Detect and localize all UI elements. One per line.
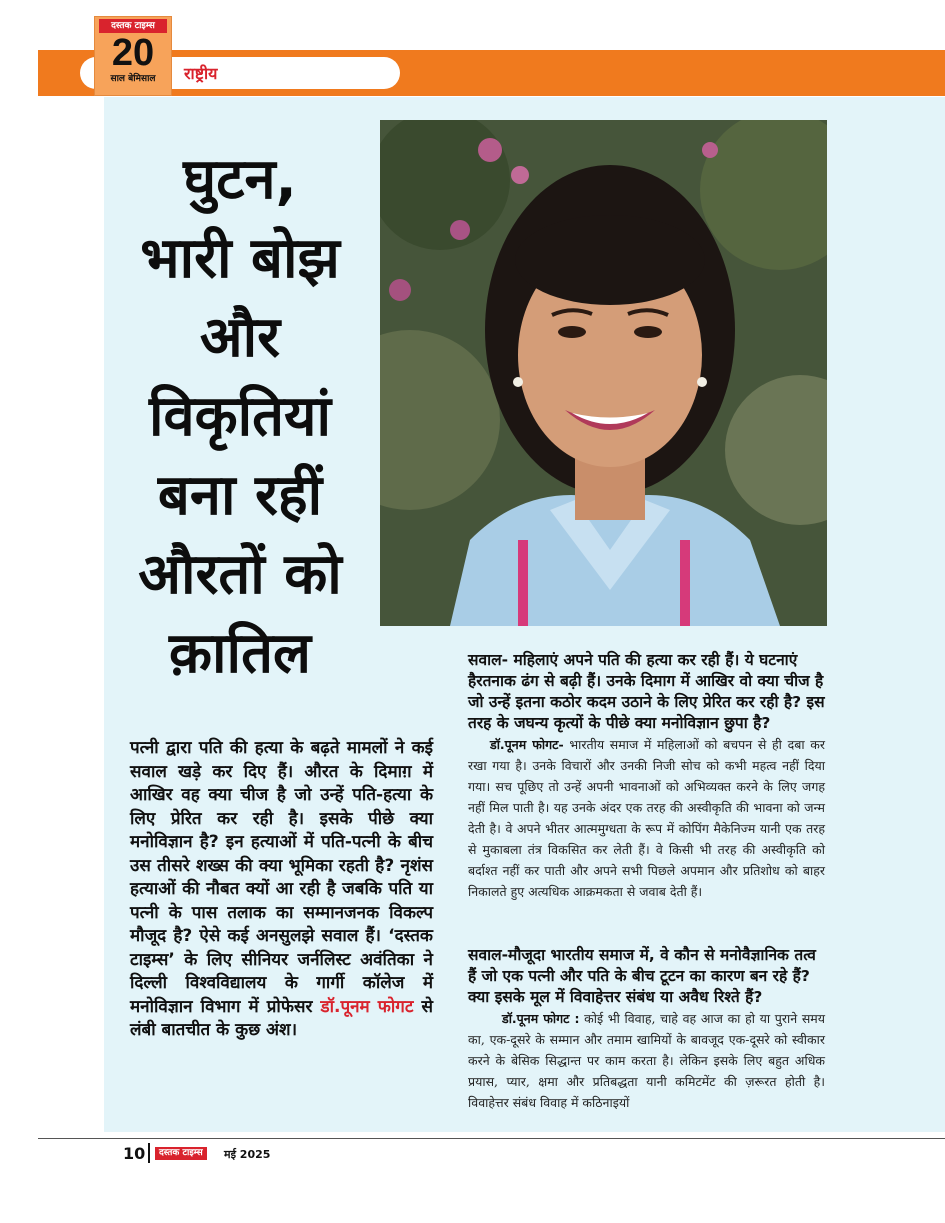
badge-subtitle: साल बेमिसाल [110, 74, 156, 84]
badge-brand: दस्तक टाइम्स [99, 19, 167, 33]
answer-speaker: डॉ.पूनम फोगट : [502, 1011, 580, 1026]
qa-block-2 [468, 945, 825, 1113]
headline-line: बना रहीं [157, 463, 323, 528]
headline-line: और [199, 305, 281, 370]
headline-line: क़ातिल [169, 621, 311, 686]
page-number: 10 [123, 1144, 146, 1163]
answer [468, 1008, 825, 1113]
answer [468, 734, 825, 902]
headline-line: औरतों को [138, 542, 342, 607]
badge-number: 20 [111, 32, 155, 74]
headline-line: विकृतियां [148, 384, 332, 449]
intro-text-end: से लंबी बातचीत के कुछ अंश। [130, 996, 433, 1040]
intro-paragraph [130, 737, 433, 1043]
issue-date: मई 2025 [224, 1148, 271, 1161]
section-label: राष्ट्रीय [184, 64, 218, 83]
question: सवाल- महिलाएं अपने पति की हत्या कर रही हैं। ये घटनाएं हैरतनाक ढंग से बढ़ी हैं। उनके दिमाग में आखिर वो क्या चीज है जो उन्हें इतना कठोर कदम उठाने के लिए प्रेरित कर रही है? इस तरह के जघन्य कृत्यों के पीछे क्या मनोविज्ञान छुपा है? [468, 651, 825, 732]
answer-text: कोई भी विवाह, चाहे वह आज का हो या पुराने समय का, एक-दूसरे के सम्मान और तमाम खामियों के बावजूद एक-दूसरे को स्वीकार करने के बेसिक सिद्धान्त पर काम करता है। लेकिन इसके लिए बहुत अधिक प्रयास, प्यार, क्षमा और प्रतिबद्धता यानी कमिटमेंट की ज़रूरत होती है। विवाहेत्तर संबंध विवाह में कठिनाइयों [468, 1011, 825, 1110]
footer-brand-logo: दस्तक टाइम्स [155, 1147, 207, 1160]
question: सवाल-मौजूदा भारतीय समाज में, वे कौन से मनोवैज्ञानिक तत्व हैं जो एक पत्नी और पति के बीच टूटन का कारण बन रहे हैं? क्या इसके मूल में विवाहेत्तर संबंध या अवैध रिश्ते हैं? [468, 946, 816, 1006]
footer-separator [148, 1143, 150, 1163]
footer-divider [38, 1138, 945, 1139]
headline-line: भारी बोझ [140, 226, 340, 291]
headline [118, 140, 362, 693]
answer-text: भारतीय समाज में महिलाओं को बचपन से ही दबा कर रखा गया है। उनके विचारों और उनकी निजी सोच को कभी महत्व नहीं दिया गया। सच पूछिए तो उन्हें अपनी भावनाओं को अभिव्यक्त करने के लिए जगह नहीं मिल पाती है। यह उनके अंदर एक तरह की अस्वीकृति की भावना को जन्म देती है। वे अपने भीतर आत्ममुग्धता के रूप में कोपिंग मैकेनिज्म यानी एक तरह से मुकाबला तंत्र विकसित कर लेती हैं। वे किसी भी तरह की अस्वीकृति को बर्दाश्त नहीं कर पाती और अपने सभी पिछले अपमान और प्रतिशोध को बाहर निकालते हुए अत्यधिक आक्रमकता से जवाब देती हैं। [468, 737, 825, 899]
anniversary-badge [94, 16, 172, 96]
interviewee-name: डॉ.पूनम फोगट [320, 996, 414, 1017]
qa-block-1 [468, 650, 825, 902]
answer-speaker: डॉ.पूनम फोगट- [490, 737, 564, 752]
intro-text: पत्नी द्वारा पति की हत्या के बढ़ते मामलों ने कई सवाल खड़े कर दिए हैं। औरत के दिमाग़ में आखिर वह क्या चीज है जो उन्हें पति-हत्या के लिए प्रेरित कर रही है। इसके पीछे क्या मनोविज्ञान है? इन हत्याओं में पति-पत्नी के बीच उस तीसरे शख्स की क्या भूमिका रहती है? नृशंस हत्याओं की नौबत क्यों आ रही है जबकि पति या पत्नी के पास तलाक का सम्मानजनक विकल्प मौजूद है? ऐसे कई अनसुलझे सवाल हैं। ‘दस्तक टाइम्स’ के लिए सीनियर जर्नलिस्ट अवंतिका ने दिल्ली विश्वविद्यालय के गार्गी कॉलेज में मनोविज्ञान विभाग में प्रोफेसर [130, 738, 433, 1017]
portrait-photo [380, 120, 827, 626]
headline-line: घुटन, [183, 147, 297, 212]
